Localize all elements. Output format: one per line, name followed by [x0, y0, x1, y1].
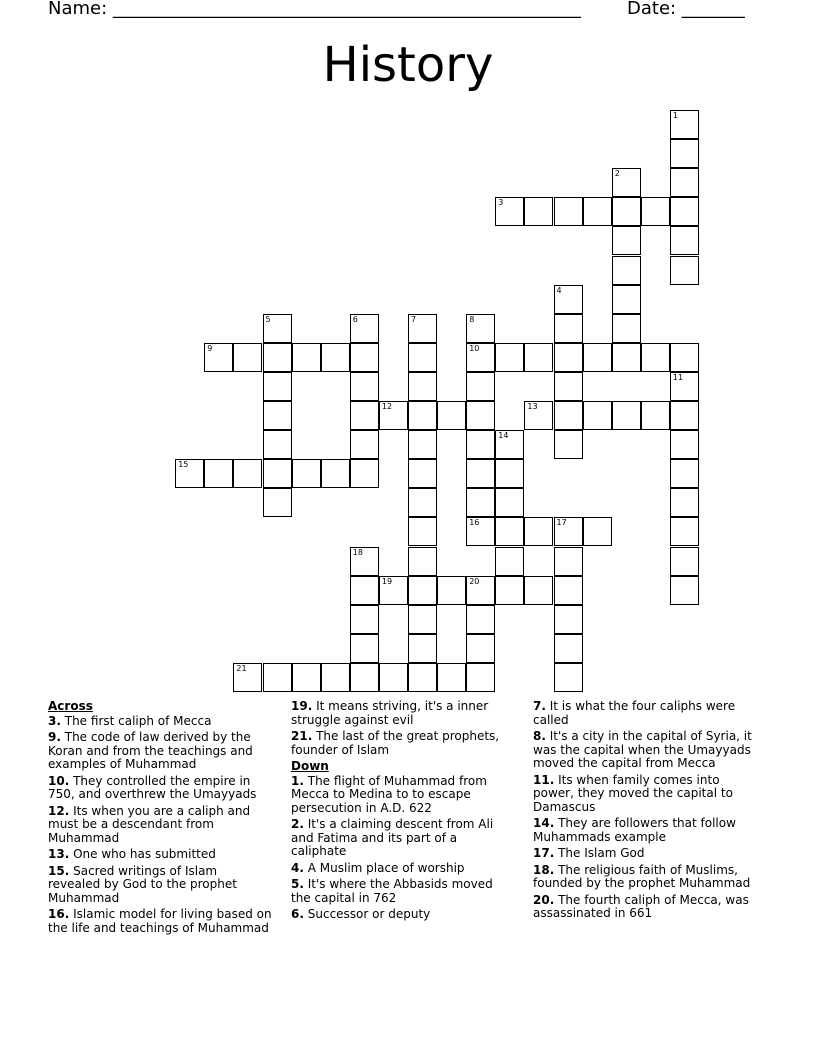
clue-column-1	[48, 700, 273, 938]
crossword-cell[interactable]	[612, 197, 641, 226]
cell-number: 6	[352, 314, 358, 324]
crossword-cell[interactable]	[524, 401, 553, 430]
clue-down-17	[533, 847, 758, 861]
clue-down-8	[533, 730, 758, 771]
clue-text: The fourth caliph of Mecca, was assassinated in 661	[533, 892, 749, 920]
clue-number: 12.	[48, 803, 70, 818]
clue-number: 2.	[291, 817, 304, 831]
clue-down-18	[533, 864, 758, 891]
crossword-cell[interactable]	[554, 576, 583, 605]
clue-across-15	[48, 865, 273, 906]
crossword-cell[interactable]	[583, 401, 612, 430]
clue-text: The last of the great prophets, founder of Islam	[291, 729, 500, 757]
crossword-cell[interactable]	[641, 401, 670, 430]
crossword-cell[interactable]	[670, 459, 699, 488]
crossword-cell[interactable]	[612, 256, 641, 285]
clue-across-21	[291, 730, 516, 757]
cell-number: 1	[672, 111, 678, 120]
crossword-cell[interactable]	[612, 314, 641, 343]
clue-text: Its when family comes into power, they moved the capital to Damascus	[533, 772, 733, 814]
crossword-cell[interactable]	[263, 372, 292, 401]
crossword-cell[interactable]	[437, 663, 466, 692]
crossword-cell[interactable]	[670, 576, 699, 605]
crossword-cell[interactable]	[554, 372, 583, 401]
crossword-cell[interactable]	[350, 372, 379, 401]
clue-number: 7.	[533, 699, 546, 713]
crossword-cell[interactable]	[321, 459, 350, 488]
crossword-cell[interactable]	[233, 343, 262, 372]
crossword-cell[interactable]	[350, 634, 379, 663]
cell-number: 12	[381, 402, 393, 411]
crossword-cell[interactable]	[263, 314, 292, 343]
crossword-cell[interactable]	[350, 430, 379, 459]
clue-text: Its when you are a caliph and must be a descendant from Muhammad	[48, 803, 251, 845]
crossword-cell[interactable]	[263, 663, 292, 692]
cell-number: 18	[352, 547, 363, 557]
crossword-cell[interactable]	[466, 663, 495, 692]
crossword-cell[interactable]	[350, 605, 379, 634]
clue-text: The code of law derived by the Koran and from the teachings and examples of Muhammad	[48, 730, 253, 771]
crossword-cell[interactable]	[408, 488, 437, 517]
crossword-cell[interactable]	[408, 372, 437, 401]
crossword-cell[interactable]	[350, 401, 379, 430]
crossword-cell[interactable]	[466, 314, 495, 343]
clue-across-13	[48, 848, 273, 862]
crossword-cell[interactable]	[495, 517, 524, 546]
clue-across-3	[48, 715, 273, 729]
crossword-cell[interactable]	[554, 430, 583, 459]
clue-number: 14.	[533, 816, 555, 830]
crossword-cell[interactable]	[495, 488, 524, 517]
crossword-cell[interactable]	[437, 401, 466, 430]
cell-number: 2	[614, 169, 620, 179]
crossword-cell[interactable]	[670, 226, 699, 255]
crossword-cell[interactable]	[408, 576, 437, 605]
crossword-cell[interactable]	[554, 197, 583, 226]
cell-number: 7	[411, 314, 417, 324]
crossword-cell[interactable]	[670, 197, 699, 226]
crossword-cell[interactable]	[554, 634, 583, 663]
clue-text: They controlled the empire in 750, and overthrew the Umayyads	[48, 773, 257, 801]
cell-number: 9	[207, 343, 213, 353]
cell-number: 17	[556, 518, 567, 528]
crossword-cell[interactable]	[321, 663, 350, 692]
clue-text: The flight of Muhammad from Mecca to Medina to to escape persecution in A.D. 622	[291, 773, 487, 815]
crossword-cell[interactable]	[670, 168, 699, 197]
clue-across-12	[48, 805, 273, 846]
crossword-cell[interactable]	[670, 343, 699, 372]
date-field[interactable]: Date: _______	[627, 0, 745, 19]
clue-text: One who has submitted	[73, 847, 216, 861]
crossword-cell[interactable]	[379, 401, 408, 430]
clue-down-14	[533, 817, 758, 844]
clue-down-20	[533, 894, 758, 921]
crossword-cell[interactable]	[408, 663, 437, 692]
clue-number: 3.	[48, 713, 61, 728]
crossword-cell[interactable]	[437, 576, 466, 605]
crossword-cell[interactable]	[554, 663, 583, 692]
crossword-cell[interactable]	[466, 459, 495, 488]
clue-text: Islamic model for living based on the life and teachings of Muhammad	[48, 907, 272, 935]
clue-number: 19.	[291, 699, 313, 713]
crossword-cell[interactable]	[292, 343, 321, 372]
clue-text: The first caliph of Mecca	[64, 713, 212, 728]
crossword-cell[interactable]	[466, 372, 495, 401]
clue-down-5	[291, 878, 516, 905]
crossword-cell[interactable]	[233, 459, 262, 488]
crossword-cell[interactable]	[466, 430, 495, 459]
clue-number: 1.	[291, 773, 304, 788]
crossword-cell[interactable]	[612, 226, 641, 255]
crossword-cell[interactable]	[554, 547, 583, 576]
clue-text: It's a city in the capital of Syria, it was the capital when the Umayyads moved the capital from Mecca	[533, 729, 752, 770]
cell-number: 8	[469, 314, 475, 324]
crossword-cell[interactable]	[554, 343, 583, 372]
clue-text: The Islam God	[558, 846, 645, 860]
crossword-cell[interactable]	[321, 343, 350, 372]
down-heading: Down	[291, 759, 329, 773]
crossword-cell[interactable]	[495, 430, 524, 459]
crossword-cell[interactable]	[466, 517, 495, 546]
clue-number: 10.	[48, 773, 70, 788]
crossword-cell[interactable]	[350, 663, 379, 692]
crossword-cell[interactable]	[670, 372, 699, 401]
crossword-cell[interactable]	[408, 547, 437, 576]
clue-number: 16.	[48, 907, 70, 921]
crossword-cell[interactable]	[612, 168, 641, 197]
crossword-cell[interactable]	[612, 401, 641, 430]
crossword-cell[interactable]	[583, 197, 612, 226]
clue-number: 9.	[48, 730, 61, 744]
clue-across-10	[48, 775, 273, 802]
crossword-cell[interactable]	[612, 343, 641, 372]
clue-down-7	[533, 700, 758, 727]
crossword-cell[interactable]	[350, 314, 379, 343]
crossword-cell[interactable]	[350, 547, 379, 576]
clue-text: It's a claiming descent from Ali and Fatima and its part of a caliphate	[291, 817, 494, 858]
crossword-cell[interactable]	[612, 285, 641, 314]
clue-number: 8.	[533, 729, 546, 743]
cell-number: 20	[469, 576, 480, 586]
crossword-cell[interactable]	[670, 430, 699, 459]
crossword-cell[interactable]	[670, 488, 699, 517]
crossword-cell[interactable]	[408, 605, 437, 634]
crossword-cell[interactable]	[524, 517, 553, 546]
crossword-cell[interactable]	[466, 401, 495, 430]
clue-text: The religious faith of Muslims, founded by the prophet Muhammad	[533, 862, 751, 890]
crossword-cell[interactable]	[670, 139, 699, 168]
cell-number: 11	[672, 372, 684, 382]
cell-number: 13	[527, 402, 538, 411]
crossword-cell[interactable]	[466, 576, 495, 605]
crossword-cell[interactable]	[292, 459, 321, 488]
cell-number: 19	[381, 576, 393, 586]
clue-down-4	[291, 862, 516, 876]
crossword-cell[interactable]	[204, 459, 233, 488]
crossword-cell[interactable]	[670, 547, 699, 576]
crossword-cell[interactable]	[670, 517, 699, 546]
clue-number: 15.	[48, 863, 70, 878]
crossword-cell[interactable]	[554, 401, 583, 430]
crossword-cell[interactable]	[466, 488, 495, 517]
crossword-cell[interactable]	[408, 343, 437, 372]
crossword-cell[interactable]	[583, 343, 612, 372]
crossword-cell[interactable]	[583, 517, 612, 546]
crossword-cell[interactable]	[554, 605, 583, 634]
crossword-cell[interactable]	[263, 430, 292, 459]
clue-text: Sacred writings of Islam revealed by God to the prophet Muhammad	[48, 863, 237, 905]
cell-number: 10	[469, 343, 480, 353]
clue-number: 21.	[291, 729, 313, 743]
cell-number: 5	[265, 314, 271, 324]
clue-number: 20.	[533, 892, 555, 907]
clue-number: 11.	[533, 772, 555, 787]
crossword-cell[interactable]	[175, 459, 204, 488]
crossword-cell[interactable]	[641, 343, 670, 372]
crossword-cell[interactable]	[350, 459, 379, 488]
crossword-cell[interactable]	[263, 488, 292, 517]
crossword-cell[interactable]	[263, 401, 292, 430]
clue-number: 4.	[291, 860, 304, 875]
crossword-cell[interactable]	[408, 430, 437, 459]
crossword-cell[interactable]	[524, 197, 553, 226]
crossword-cell[interactable]	[204, 343, 233, 372]
clue-column-3	[533, 700, 758, 924]
crossword-cell[interactable]	[554, 285, 583, 314]
clue-across-9	[48, 731, 273, 772]
clue-text: They are followers that follow Muhammads example	[533, 816, 736, 844]
clue-down-1	[291, 775, 516, 816]
crossword-cell[interactable]	[379, 576, 408, 605]
clue-across-19	[291, 700, 516, 727]
clue-text: A Muslim place of worship	[307, 860, 465, 875]
clue-down-6	[291, 908, 516, 922]
clue-number: 17.	[533, 846, 555, 860]
clue-number: 5.	[291, 877, 304, 891]
crossword-cell[interactable]	[263, 459, 292, 488]
cell-number: 14	[498, 431, 509, 441]
crossword-cell[interactable]	[466, 343, 495, 372]
clue-number: 18.	[533, 862, 555, 877]
clue-column-2	[291, 700, 516, 925]
name-field[interactable]: Name: ____________________________________________________	[48, 0, 581, 19]
crossword-cell[interactable]	[670, 256, 699, 285]
clue-text: Successor or deputy	[307, 907, 431, 921]
clue-across-16	[48, 908, 273, 935]
crossword-cell[interactable]	[466, 634, 495, 663]
across-heading: Across	[48, 699, 93, 713]
page-title: History	[322, 37, 494, 93]
crossword-cell[interactable]	[350, 343, 379, 372]
crossword-cell[interactable]	[495, 343, 524, 372]
clue-down-2	[291, 818, 516, 859]
crossword-cell[interactable]	[408, 401, 437, 430]
crossword-cell[interactable]	[670, 110, 699, 139]
crossword-cell[interactable]	[466, 605, 495, 634]
clue-text: It means striving, it's a inner struggle against evil	[291, 699, 489, 727]
clue-down-11	[533, 774, 758, 815]
cell-number: 15	[178, 460, 189, 470]
cell-number: 3	[498, 198, 504, 208]
crossword-cell[interactable]	[408, 634, 437, 663]
crossword-cell[interactable]	[641, 197, 670, 226]
crossword-cell[interactable]	[408, 517, 437, 546]
crossword-cell[interactable]	[350, 576, 379, 605]
crossword-cell[interactable]	[670, 401, 699, 430]
crossword-cell[interactable]	[495, 459, 524, 488]
clue-text: It is what the four caliphs were called	[533, 699, 736, 727]
clue-number: 6.	[291, 907, 304, 921]
crossword-cell[interactable]	[554, 517, 583, 546]
crossword-cell[interactable]	[263, 343, 292, 372]
cell-number: 4	[556, 285, 562, 295]
crossword-cell[interactable]	[495, 576, 524, 605]
cell-number: 21	[236, 663, 247, 673]
crossword-cell[interactable]	[524, 576, 553, 605]
crossword-cell[interactable]	[233, 663, 262, 692]
crossword-cell[interactable]	[524, 343, 553, 372]
crossword-cell[interactable]	[495, 197, 524, 226]
crossword-cell[interactable]	[408, 459, 437, 488]
clue-text: It's where the Abbasids moved the capital in 762	[291, 877, 493, 905]
crossword-cell[interactable]	[408, 314, 437, 343]
clue-number: 13.	[48, 847, 70, 861]
crossword-cell[interactable]	[495, 547, 524, 576]
crossword-cell[interactable]	[554, 314, 583, 343]
cell-number: 16	[469, 518, 480, 528]
crossword-cell[interactable]	[292, 663, 321, 692]
crossword-cell[interactable]	[379, 663, 408, 692]
